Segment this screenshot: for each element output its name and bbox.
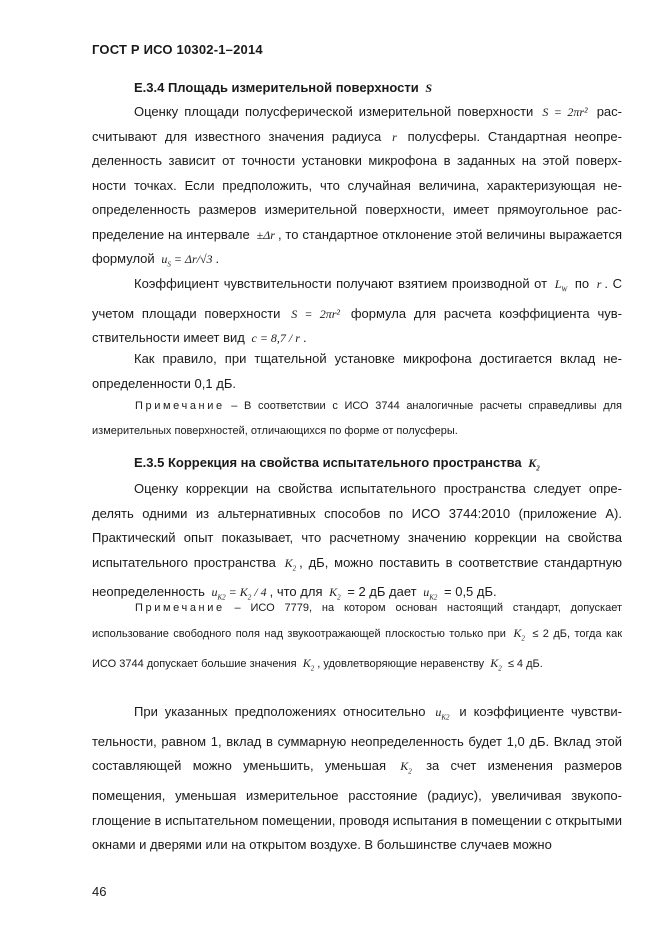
- note-label: Примечание: [135, 602, 225, 614]
- note-e34: Примечание – В соответствии с ИСО 3744 аналогичные расчеты справедливы для измерительных поверхностей, отличающихся по форме от полусферы.: [92, 400, 622, 437]
- paragraph-sensitivity: Коэффициент чувствительности получают взятием производной от $L_W$ по r . С учетом площади поверхности S = 2πr² формула для расчета коэффициента чувствительности имеет вид c = 8,7 / r .: [92, 276, 622, 346]
- formula-surface-area: S = 2πr²: [542, 105, 588, 119]
- math-symbol-k2: $K_2$: [284, 555, 297, 572]
- section-heading-e34: [134, 80, 435, 96]
- math-symbol-k2: $K_2$: [400, 759, 412, 776]
- document-header: ГОСТ Р ИСО 10302-1–2014: [92, 42, 263, 57]
- note-e35: Примечание – ИСО 7779, на котором основан настоящий стандарт, допускает использование свободного поля над звукоотражающей плоскостью только при $K_2 \le 2$ дБ, тогда как ИСО 3744 допускает большие значения $K_2$ , удовлетворяющие неравенству $K_2 \le 4$ дБ.: [92, 602, 623, 673]
- math-symbol-uk2: $u_{K2}$: [435, 705, 450, 722]
- formula-uncertainty-k2: $u_{K2} = K_2 / 4$: [211, 585, 267, 602]
- paragraph-correction: Оценку коррекции на свойства испытательного пространства следует определять одними из альтернативных способов по ИСО 3744:2010 (приложение А). Практический опыт показывает, что расчетному значению коррекции на свойства испытательного пространства $K_2$ , дБ, можно поставить в соответствие стандартную неопределенность $u_{K2} = K_2 / 4$ , что для $K_2 = 2$ дБ дает $u_{K2} = 0,5$ дБ.: [92, 481, 622, 602]
- math-symbol-r: r: [596, 277, 602, 291]
- section-heading-e35: [134, 455, 543, 472]
- formula-std-deviation: $u_S = \Delta r/√3$: [161, 252, 213, 269]
- math-symbol-s: S: [425, 81, 433, 95]
- math-symbol-k2: $K_2$: [302, 656, 315, 673]
- page-number: 46: [92, 884, 107, 899]
- paragraph-contribution: Как правило, при тщательной установке микрофона достигается вклад неопределенности 0,1 дБ.: [92, 351, 622, 391]
- note-label: Примечание: [135, 400, 225, 412]
- math-symbol-uk2: $u_{K2}$: [423, 585, 438, 602]
- section-title: Е.3.5 Коррекция на свойства испытательного пространства: [134, 455, 522, 470]
- section-title: Е.3.4 Площадь измерительной поверхности: [134, 80, 419, 95]
- math-symbol-k2: $K_2$: [513, 626, 525, 643]
- math-symbol-k2: $K_2$: [528, 456, 540, 473]
- math-symbol-k2: $K_2$: [490, 656, 502, 673]
- formula-surface-area: S = 2πr²: [291, 306, 340, 321]
- paragraph-reduction: При указанных предположениях относительно $u_{K2}$ и коэффициенте чувствительности, равном 1, вклад в суммарную неопределенность будет 1,0 дБ. Вклад этой составляющей можно уменьшить, уменьшая $K_2$ за счет изменения размеров помещения, уменьшая измерительное расстояние (радиус), увеличивая звукопоглощение в испытательном помещении, проводя испытания в помещении с открытыми окнами и дверями или на открытом воздухе. В большинстве случаев можно: [92, 704, 622, 853]
- math-symbol-r: r: [392, 129, 397, 144]
- math-symbol-k2: $K_2$: [329, 585, 341, 602]
- formula-interval: ±Δr: [256, 227, 275, 242]
- math-symbol-lw: $L_W$: [554, 277, 568, 294]
- formula-sensitivity: c = 8,7 / r: [251, 331, 300, 346]
- paragraph-surface-area: Оценку площади полусферической измерительной поверхности S = 2πr² рассчитывают для известного значения радиуса r полусферы. Стандартная неопределенность зависит от точности установки микрофона в заданных на этой поверхности точках. Если предположить, что случайная величина, характеризующая неопределенность размеров измерительной поверхности, имеет прямоугольное распределение на интервале ±Δr , то стандартное отклонение этой величины выражается формулой $u_S = \Delta r/√3$ .: [92, 104, 623, 269]
